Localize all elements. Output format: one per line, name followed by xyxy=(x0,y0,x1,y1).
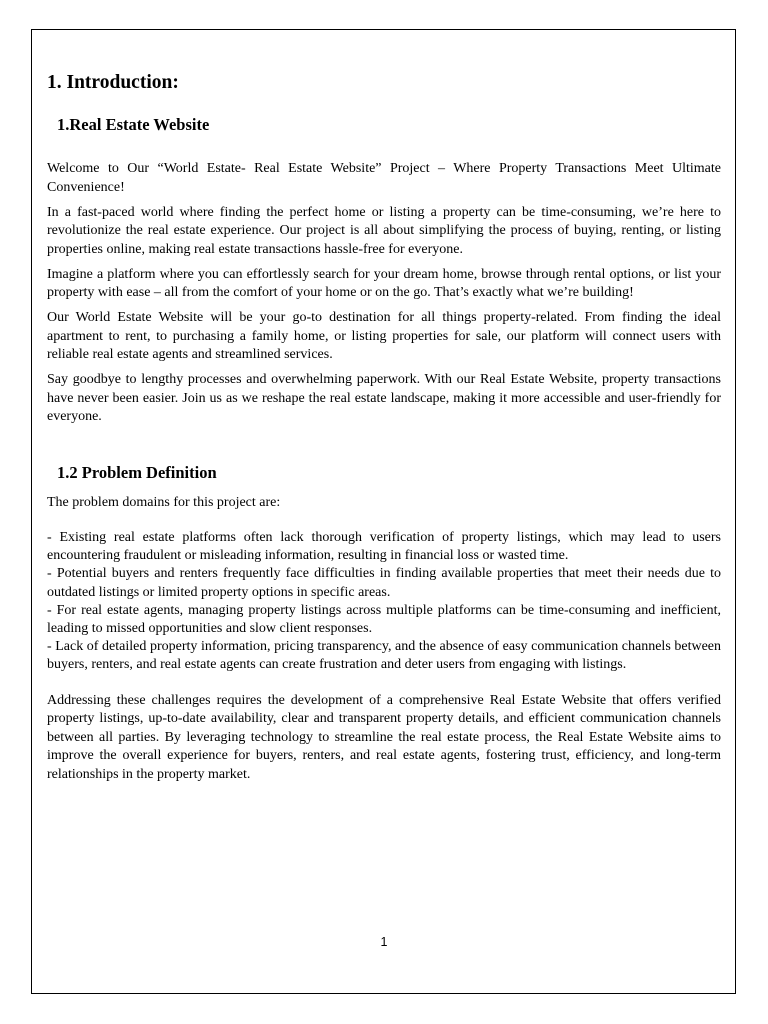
document-body xyxy=(47,70,721,784)
page-number: 1 xyxy=(380,935,388,949)
problem-item: - For real estate agents, managing property listings across multiple platforms can be time-consuming and inefficient, leading to missed opportunities and slow client responses. xyxy=(47,602,721,637)
problem-item: - Existing real estate platforms often lack thorough verification of property listings, which may lead to users encountering fraudulent or misleading information, resulting in financial loss or wasted time. xyxy=(47,530,721,564)
subsection-title-problem-definition: 1.2 Problem Definition xyxy=(57,462,217,482)
problem-item: - Potential buyers and renters frequently face difficulties in finding available properties that meet their needs due to outdated listings or limited property options in specific areas. xyxy=(47,566,721,600)
subsection-title-real-estate-website: 1.Real Estate Website xyxy=(57,115,210,134)
problem-intro: The problem domains for this project are: xyxy=(47,494,281,510)
intro-paragraph: Welcome to Our “World Estate- Real Estate Website” Project – Where Property Transactions Meet Ultimate Convenience! xyxy=(47,161,721,195)
intro-paragraph: In a fast-paced world where finding the perfect home or listing a property can be time-consuming, we’re here to revolutionize the real estate experience. Our project is all about simplifying the process of buying, renting, or listing properties online, making real estate transactions hassle-free for everyone. xyxy=(47,204,721,257)
problem-item: - Lack of detailed property information, pricing transparency, and the absence of easy communication channels between buyers, renters, and real estate agents can create frustration and deter users from engaging with listings. xyxy=(47,639,721,673)
intro-paragraph: Our World Estate Website will be your go-to destination for all things property-related. From finding the ideal apartment to rent, to purchasing a family home, or listing properties for sale, our platform will connect users with reliable real estate agents and streamlined services. xyxy=(47,310,721,362)
intro-paragraph: Imagine a platform where you can effortlessly search for your dream home, browse through rental options, or list your property with ease – all from the comfort of your home or on the go. That’s exactly what we’re building! xyxy=(47,266,721,300)
problem-list xyxy=(47,529,721,675)
conclusion-paragraph: Addressing these challenges requires the development of a comprehensive Real Estate Website that offers verified property listings, up-to-date availability, clear and transparent property details, and efficient communication channels between all parties. By leveraging technology to streamline the real estate process, the Real Estate Website aims to improve the overall experience for buyers, renters, and real estate agents, fostering trust, efficiency, and long-term relationships in the property market. xyxy=(47,692,721,782)
section-title: 1. Introduction: xyxy=(47,72,179,93)
intro-paragraph: Say goodbye to lengthy processes and overwhelming paperwork. With our Real Estate Website, property transactions have never been easier. Join us as we reshape the real estate landscape, making it more accessible and user-friendly for everyone. xyxy=(47,372,721,424)
